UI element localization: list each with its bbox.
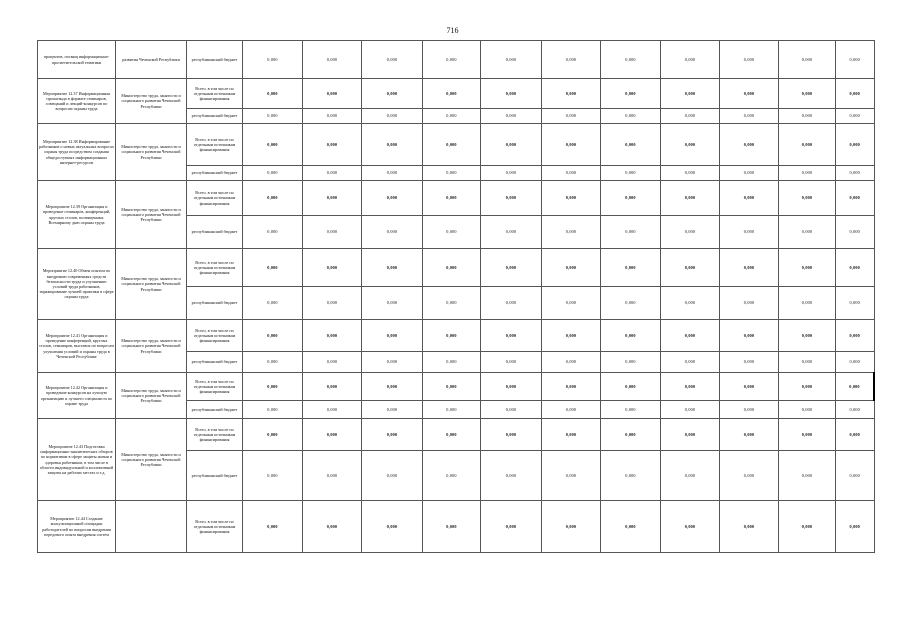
value-cell: 0,000	[601, 451, 661, 501]
value-cell: 0,000	[661, 451, 720, 501]
value-cell: 0,000	[362, 419, 423, 451]
value-cell: 0,000	[601, 166, 661, 181]
value-cell: 0,000	[362, 166, 423, 181]
value-cell: 0,000	[362, 320, 423, 352]
table-row	[38, 419, 875, 451]
value-cell: 0,000	[836, 352, 875, 373]
value-cell: 0,000	[661, 419, 720, 451]
value-cell: 0,000	[601, 41, 661, 79]
value-cell: 0,000	[542, 181, 601, 216]
funding-source-cell: республиканский бюджет	[187, 41, 243, 79]
funding-source-cell: Всего, в том числе по отдельным источникам финансирования	[187, 79, 243, 109]
value-cell: 0,000	[481, 216, 542, 249]
value-cell: 0,000	[423, 320, 481, 352]
table-row	[38, 79, 875, 109]
value-cell: 0,000	[601, 352, 661, 373]
value-cell: 0,000	[661, 287, 720, 320]
value-cell: 0,000	[661, 401, 720, 419]
value-cell: 0,000	[661, 352, 720, 373]
value-cell: 0,000	[836, 124, 875, 166]
funding-source-cell: Всего, в том числе по отдельным источникам финансирования	[187, 419, 243, 451]
value-cell: 0,000	[542, 216, 601, 249]
page-number: 716	[446, 26, 459, 35]
value-cell: 0,000	[243, 41, 303, 79]
value-cell: 0,000	[303, 419, 362, 451]
value-cell: 0,000	[661, 373, 720, 401]
value-cell: 0,000	[481, 501, 542, 553]
value-cell: 0,000	[720, 181, 779, 216]
table-row	[38, 501, 875, 553]
value-cell: 0,000	[720, 109, 779, 124]
value-cell: 0,000	[423, 109, 481, 124]
funding-source-cell: республиканский бюджет	[187, 109, 243, 124]
value-cell: 0,000	[601, 501, 661, 553]
value-cell: 0,000	[303, 373, 362, 401]
value-cell: 0,000	[720, 320, 779, 352]
value-cell: 0,000	[542, 320, 601, 352]
value-cell: 0,000	[720, 451, 779, 501]
value-cell: 0,000	[481, 451, 542, 501]
funding-source-cell: республиканский бюджет	[187, 451, 243, 501]
value-cell: 0,000	[243, 249, 303, 287]
value-cell: 0,000	[720, 166, 779, 181]
value-cell: 0,000	[362, 109, 423, 124]
funding-source-cell: Всего, в том числе по отдельным источникам финансирования	[187, 320, 243, 352]
funding-source-cell: республиканский бюджет	[187, 352, 243, 373]
executor-cell: развития Чеченской Республики	[116, 41, 187, 79]
value-cell: 0,000	[836, 79, 875, 109]
funding-source-cell: республиканский бюджет	[187, 401, 243, 419]
value-cell: 0,000	[542, 109, 601, 124]
value-cell: 0,000	[303, 249, 362, 287]
value-cell: 0,000	[661, 109, 720, 124]
value-cell: 0,000	[362, 451, 423, 501]
value-cell: 0,000	[303, 216, 362, 249]
value-cell: 0,000	[661, 216, 720, 249]
value-cell: 0,000	[423, 181, 481, 216]
value-cell: 0,000	[481, 41, 542, 79]
value-cell: 0,000	[362, 373, 423, 401]
executor-cell	[116, 501, 187, 553]
value-cell: 0,000	[481, 373, 542, 401]
funding-source-cell: Всего, в том числе по отдельным источникам финансирования	[187, 181, 243, 216]
value-cell: 0,000	[542, 373, 601, 401]
value-cell: 0,000	[423, 124, 481, 166]
value-cell: 0,000	[243, 451, 303, 501]
value-cell: 0,000	[362, 79, 423, 109]
measure-name-cell: Мероприятие 12.39 Организация и проведение семинаров, конференций, круглых столов, посвященных Всемирному дню охраны труда	[38, 181, 116, 249]
value-cell: 0,000	[720, 373, 779, 401]
value-cell: 0,000	[836, 419, 875, 451]
value-cell: 0,000	[303, 287, 362, 320]
value-cell: 0,000	[836, 401, 875, 419]
value-cell: 0,000	[779, 166, 836, 181]
value-cell: 0,000	[423, 419, 481, 451]
value-cell: 0,000	[836, 501, 875, 553]
value-cell: 0,000	[779, 249, 836, 287]
value-cell: 0,000	[542, 352, 601, 373]
value-cell: 0,000	[481, 249, 542, 287]
value-cell: 0,000	[601, 79, 661, 109]
value-cell: 0,000	[836, 41, 875, 79]
executor-cell: Министерство труда, занятости и социального развития Чеченской Республики	[116, 124, 187, 181]
value-cell: 0,000	[779, 401, 836, 419]
value-cell: 0,000	[303, 401, 362, 419]
value-cell: 0,000	[720, 249, 779, 287]
value-cell: 0,000	[542, 419, 601, 451]
value-cell: 0,000	[601, 419, 661, 451]
value-cell: 0,000	[481, 401, 542, 419]
value-cell: 0,000	[601, 181, 661, 216]
funding-source-cell: республиканский бюджет	[187, 216, 243, 249]
table-row	[38, 249, 875, 287]
measure-name-cell: Мероприятие 12.42 Организация и проведение конкурсов на лучшую организацию и лучшего специалиста по охране труда	[38, 373, 116, 419]
value-cell: 0,000	[661, 501, 720, 553]
value-cell: 0,000	[779, 451, 836, 501]
measure-name-cell: Мероприятие 12.40 Обмен опытом по внедрению современных средств безопасности труда и улучшению условий труда работников, тиражирование лучшей практики в сфере охраны труда	[38, 249, 116, 320]
measure-name-cell: процентов, посвящ информационно-просветительской тематики	[38, 41, 116, 79]
value-cell: 0,000	[601, 373, 661, 401]
value-cell: 0,000	[243, 501, 303, 553]
table-row	[38, 41, 875, 79]
value-cell: 0,000	[243, 166, 303, 181]
value-cell: 0,000	[423, 401, 481, 419]
value-cell: 0,000	[836, 320, 875, 352]
value-cell: 0,000	[303, 166, 362, 181]
value-cell: 0,000	[542, 287, 601, 320]
value-cell: 0,000	[661, 124, 720, 166]
value-cell: 0,000	[836, 451, 875, 501]
value-cell: 0,000	[481, 124, 542, 166]
measure-name-cell: Мероприятие 12.43 Подготовка информационно-аналитических обзоров по нормативам в сфере защиты жизни и здоровья работников, в том числе в области индивидуальной и коллективной защиты на рабочих местах и т.д.	[38, 419, 116, 501]
measure-name-cell: Мероприятие 12.41 Организация и проведение конференций, круглых столов, семинаров, выставок по вопросам улучшения условий и охраны труда в Чеченской Республике	[38, 320, 116, 373]
table-row	[38, 124, 875, 166]
value-cell: 0,000	[423, 451, 481, 501]
value-cell: 0,000	[303, 320, 362, 352]
value-cell: 0,000	[303, 79, 362, 109]
value-cell: 0,000	[779, 501, 836, 553]
value-cell: 0,000	[243, 320, 303, 352]
value-cell: 0,000	[362, 287, 423, 320]
value-cell: 0,000	[720, 401, 779, 419]
executor-cell: Министерство труда, занятости и социального развития Чеченской Республики	[116, 320, 187, 373]
value-cell: 0,000	[661, 79, 720, 109]
value-cell: 0,000	[542, 166, 601, 181]
value-cell: 0,000	[362, 124, 423, 166]
value-cell: 0,000	[836, 287, 875, 320]
value-cell: 0,000	[423, 41, 481, 79]
funding-source-cell: Всего, в том числе по отдельным источникам финансирования	[187, 124, 243, 166]
measure-name-cell: Мероприятие 12.38 Информирование работников о новых актуальных вопросах охраны труда посредством создания общедоступных информационных интернет-ресурсов	[38, 124, 116, 181]
value-cell: 0,000	[779, 181, 836, 216]
value-cell: 0,000	[661, 181, 720, 216]
value-cell: 0,000	[779, 79, 836, 109]
table-row	[38, 320, 875, 352]
value-cell: 0,000	[481, 181, 542, 216]
value-cell: 0,000	[362, 249, 423, 287]
value-cell: 0,000	[720, 216, 779, 249]
value-cell: 0,000	[542, 79, 601, 109]
table-row	[38, 373, 875, 401]
value-cell: 0,000	[661, 166, 720, 181]
value-cell: 0,000	[601, 124, 661, 166]
funding-source-cell: Всего, в том числе по отдельным источникам финансирования	[187, 249, 243, 287]
value-cell: 0,000	[303, 41, 362, 79]
value-cell: 0,000	[423, 501, 481, 553]
value-cell: 0,000	[542, 41, 601, 79]
value-cell: 0,000	[243, 373, 303, 401]
value-cell: 0,000	[661, 41, 720, 79]
executor-cell: Министерство труда, занятости и социального развития Чеченской Республики	[116, 181, 187, 249]
funding-source-cell: республиканский бюджет	[187, 287, 243, 320]
value-cell: 0,000	[779, 41, 836, 79]
value-cell: 0,000	[481, 419, 542, 451]
value-cell: 0,000	[720, 287, 779, 320]
value-cell: 0,000	[303, 501, 362, 553]
value-cell: 0,000	[779, 320, 836, 352]
value-cell: 0,000	[779, 109, 836, 124]
value-cell: 0,000	[836, 181, 875, 216]
value-cell: 0,000	[423, 216, 481, 249]
measure-name-cell: Мероприятие 12.37 Информационная пропаганда в формате семинаров, совещаний и лекций-конкурсов по вопросам охраны труда	[38, 79, 116, 124]
value-cell: 0,000	[542, 451, 601, 501]
value-cell: 0,000	[836, 216, 875, 249]
value-cell: 0,000	[836, 373, 875, 401]
value-cell: 0,000	[481, 109, 542, 124]
value-cell: 0,000	[720, 419, 779, 451]
value-cell: 0,000	[481, 352, 542, 373]
value-cell: 0,000	[720, 79, 779, 109]
value-cell: 0,000	[481, 320, 542, 352]
value-cell: 0,000	[243, 419, 303, 451]
value-cell: 0,000	[423, 373, 481, 401]
value-cell: 0,000	[243, 109, 303, 124]
value-cell: 0,000	[779, 216, 836, 249]
value-cell: 0,000	[601, 249, 661, 287]
value-cell: 0,000	[303, 109, 362, 124]
value-cell: 0,000	[661, 320, 720, 352]
value-cell: 0,000	[779, 124, 836, 166]
value-cell: 0,000	[720, 124, 779, 166]
value-cell: 0,000	[423, 79, 481, 109]
value-cell: 0,000	[423, 352, 481, 373]
value-cell: 0,000	[779, 373, 836, 401]
measure-name-cell: Мероприятие 12.44 Создание консультационной площадки работодателей по вопросам внедрения передового опыта внедрения систем	[38, 501, 116, 553]
value-cell: 0,000	[542, 124, 601, 166]
value-cell: 0,000	[243, 79, 303, 109]
value-cell: 0,000	[243, 352, 303, 373]
value-cell: 0,000	[303, 352, 362, 373]
funding-source-cell: Всего, в том числе по отдельным источникам финансирования	[187, 373, 243, 401]
value-cell: 0,000	[481, 79, 542, 109]
value-cell: 0,000	[542, 401, 601, 419]
funding-source-cell: республиканский бюджет	[187, 166, 243, 181]
value-cell: 0,000	[720, 352, 779, 373]
value-cell: 0,000	[423, 166, 481, 181]
value-cell: 0,000	[720, 501, 779, 553]
value-cell: 0,000	[243, 181, 303, 216]
value-cell: 0,000	[303, 124, 362, 166]
value-cell: 0,000	[836, 109, 875, 124]
executor-cell: Министерство труда, занятости и социального развития Чеченской Республики	[116, 419, 187, 501]
value-cell: 0,000	[423, 249, 481, 287]
value-cell: 0,000	[362, 352, 423, 373]
executor-cell: Министерство труда, занятости и социального развития Чеченской Республики	[116, 79, 187, 124]
value-cell: 0,000	[481, 287, 542, 320]
value-cell: 0,000	[362, 216, 423, 249]
value-cell: 0,000	[601, 401, 661, 419]
value-cell: 0,000	[243, 216, 303, 249]
value-cell: 0,000	[661, 249, 720, 287]
value-cell: 0,000	[423, 287, 481, 320]
value-cell: 0,000	[542, 501, 601, 553]
value-cell: 0,000	[243, 401, 303, 419]
value-cell: 0,000	[779, 352, 836, 373]
value-cell: 0,000	[836, 249, 875, 287]
value-cell: 0,000	[601, 287, 661, 320]
value-cell: 0,000	[362, 41, 423, 79]
value-cell: 0,000	[542, 249, 601, 287]
value-cell: 0,000	[601, 320, 661, 352]
value-cell: 0,000	[243, 287, 303, 320]
value-cell: 0,000	[362, 501, 423, 553]
executor-cell: Министерство труда, занятости и социального развития Чеченской Республики	[116, 373, 187, 419]
value-cell: 0,000	[836, 166, 875, 181]
value-cell: 0,000	[243, 124, 303, 166]
funding-source-cell: Всего, в том числе по отдельным источникам финансирования	[187, 501, 243, 553]
value-cell: 0,000	[481, 166, 542, 181]
value-cell: 0,000	[601, 216, 661, 249]
value-cell: 0,000	[779, 287, 836, 320]
value-cell: 0,000	[303, 181, 362, 216]
budget-table	[37, 40, 875, 553]
value-cell: 0,000	[303, 451, 362, 501]
value-cell: 0,000	[720, 41, 779, 79]
table-row	[38, 181, 875, 216]
value-cell: 0,000	[779, 419, 836, 451]
value-cell: 0,000	[362, 401, 423, 419]
executor-cell: Министерство труда, занятости и социального развития Чеченской Республики	[116, 249, 187, 320]
value-cell: 0,000	[362, 181, 423, 216]
value-cell: 0,000	[601, 109, 661, 124]
